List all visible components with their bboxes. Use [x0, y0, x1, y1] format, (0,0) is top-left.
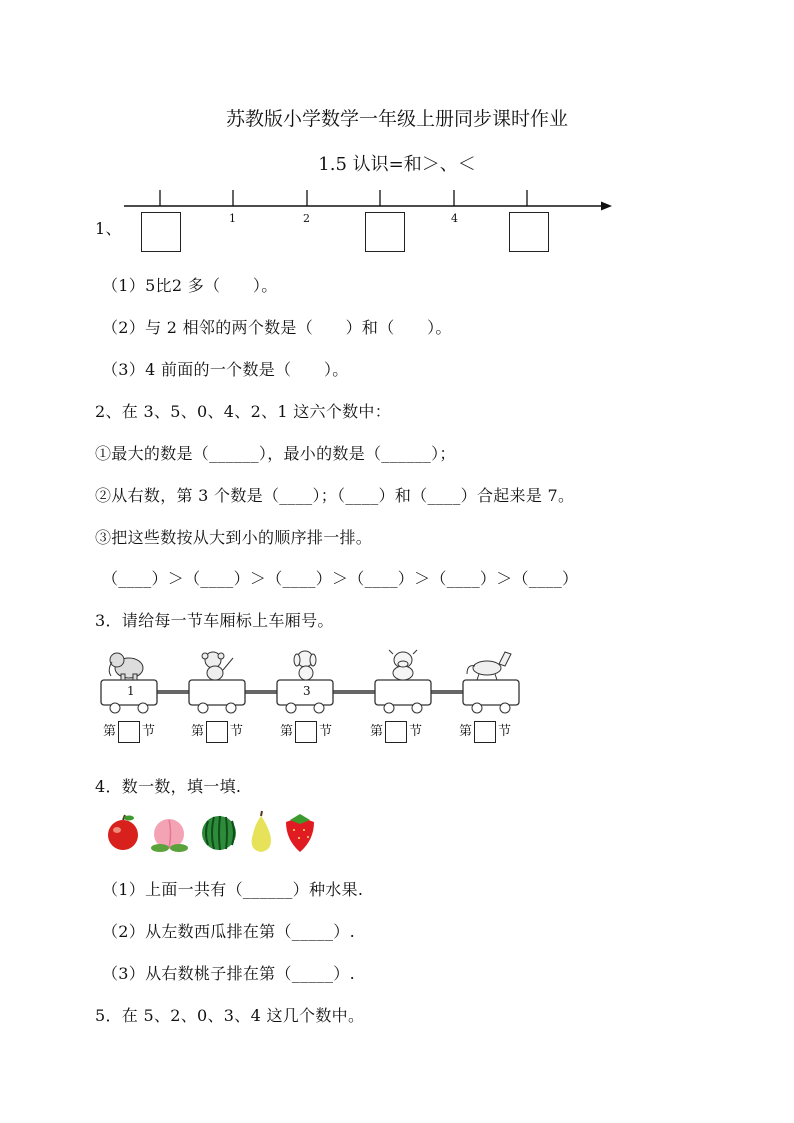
wagon-label-5: 第 节 [459, 720, 511, 743]
wagon-1 [101, 653, 157, 713]
wagon-4 [375, 650, 431, 713]
watermelon-icon [202, 816, 236, 850]
number-line-arrow [601, 202, 612, 211]
wagon-answer-box-3[interactable] [295, 721, 317, 743]
peach-icon [151, 819, 188, 852]
pear-icon [252, 811, 271, 852]
question-2-stem: 2、在 3、5、0、4、2、1 这六个数中： [95, 402, 392, 421]
tick-label-1: 1 [229, 212, 236, 225]
tick-label-2: 2 [303, 212, 310, 225]
question-1-item-2: （2）与 2 相邻的两个数是（ ）和（ ）。 [102, 318, 452, 337]
question-2-item-2: ②从右数，第 3 个数是（____）；（____）和（____）合起来是 7。 [95, 486, 575, 505]
question-4-item-1: （1）上面一共有（______）种水果. [102, 880, 364, 899]
wagon-label-1: 第 节 [103, 720, 155, 743]
number-line [120, 184, 620, 214]
dog-icon [294, 651, 316, 680]
wagon-number-3: 3 [303, 684, 311, 698]
wagon-number-1: 1 [127, 684, 135, 698]
cow-icon [389, 650, 417, 680]
page-subtitle: 1.5 认识=和＞、＜ [318, 154, 476, 175]
question-1-number: 1、 [95, 219, 122, 238]
question-3-stem: 3．请给每一节车厢标上车厢号。 [95, 611, 334, 630]
monkey-icon [202, 652, 233, 680]
wagon-label-2: 第 节 [191, 720, 243, 743]
wagon-answer-box-1[interactable] [118, 721, 140, 743]
wagon-answer-box-5[interactable] [474, 721, 496, 743]
question-2-item-3: ③把这些数按从大到小的顺序排一排。 [95, 528, 373, 547]
answer-box-tick-3[interactable] [365, 212, 405, 252]
wagon-answer-box-2[interactable] [206, 721, 228, 743]
question-4-stem: 4．数一数，填一填. [95, 777, 242, 796]
question-5-stem: 5．在 5、2、0、3、4 这几个数中。 [95, 1006, 365, 1025]
wagon-5 [463, 652, 519, 713]
tick-label-4: 4 [451, 212, 458, 225]
answer-box-tick-5[interactable] [509, 212, 549, 252]
apple-icon [108, 815, 138, 850]
elephant-icon [109, 653, 143, 680]
train-illustration [95, 644, 535, 716]
strawberry-icon [286, 814, 314, 852]
question-2-item-1: ①最大的数是（______），最小的数是（______）； [95, 444, 456, 463]
wagon-2 [189, 652, 245, 713]
question-4-item-3: （3）从右数桃子排在第（_____）. [102, 964, 355, 983]
answer-box-tick-0[interactable] [141, 212, 181, 252]
wagon-label-3: 第 节 [280, 720, 332, 743]
question-1-item-3: （3）4 前面的一个数是（ ）。 [102, 360, 349, 379]
question-4-item-2: （2）从左数西瓜排在第（_____）. [102, 922, 355, 941]
page-title: 苏教版小学数学一年级上册同步课时作业 [225, 108, 568, 130]
question-2-order-line: （____）＞（____）＞（____）＞（____）＞（____）＞（____） [102, 569, 579, 588]
wagon-label-4: 第 节 [370, 720, 422, 743]
wagon-3 [277, 651, 333, 713]
wagon-answer-box-4[interactable] [385, 721, 407, 743]
horse-icon [467, 652, 511, 680]
fruit-row [100, 810, 330, 856]
question-1-item-1: （1）5比2 多（ ）。 [102, 276, 278, 295]
